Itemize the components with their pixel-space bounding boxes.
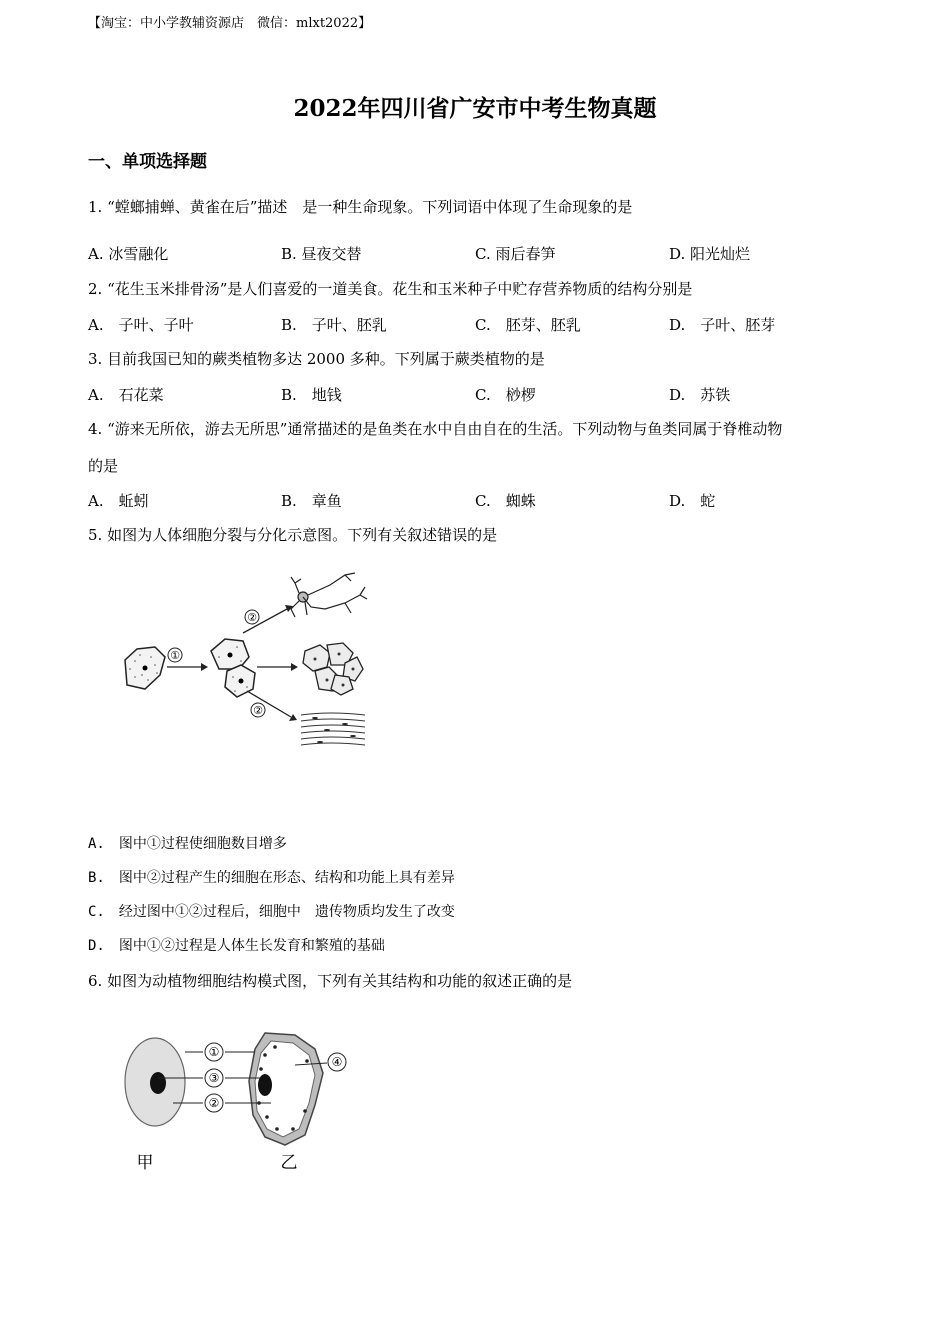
- animal-plant-cell-figure: [115, 1025, 365, 1180]
- question-5-option-d: D. 图中①②过程是人体生长发育和繁殖的基础: [88, 938, 385, 954]
- question-4-option-c: C. 蜘蛛: [475, 492, 536, 510]
- question-3-option-a: A. 石花菜: [88, 386, 164, 404]
- question-3-option-c: C. 桫椤: [475, 386, 536, 404]
- question-1-stem: 1. “螳螂捕蝉、黄雀在后”描述 是一种生命现象。下列词语中体现了生命现象的是: [88, 198, 633, 216]
- question-3-option-b: B. 地钱: [281, 386, 342, 404]
- question-1-option-c: C. 雨后春笋: [475, 245, 556, 263]
- question-1-option-d: D. 阳光灿烂: [669, 245, 751, 263]
- question-4-option-a: A. 蚯蚓: [88, 492, 149, 510]
- question-1-option-a: A. 冰雪融化: [88, 245, 169, 263]
- question-1-option-b: B. 昼夜交替: [281, 245, 362, 263]
- muscle-tissue: [301, 713, 365, 745]
- cell-division-differentiation-figure: [115, 565, 375, 755]
- process-2-label-top: [245, 610, 259, 624]
- question-2-option-b: B. 子叶、胚乳: [281, 316, 387, 334]
- question-2-stem: 2. “花生玉米排骨汤”是人们喜爱的一道美食。花生和玉米种子中贮存营养物质的结构分别是: [88, 280, 693, 298]
- label-3: ③: [208, 1071, 220, 1085]
- question-4-option-d: D. 蛇: [669, 492, 716, 510]
- label-4: ④: [331, 1055, 343, 1069]
- process-1-label: [168, 648, 182, 662]
- label-2: ②: [208, 1096, 220, 1110]
- process-2-label-bottom: [251, 703, 265, 717]
- animal-cell-label: 甲: [136, 1153, 154, 1173]
- svg-text:①: ①: [170, 649, 180, 662]
- section-heading: 一、单项选择题: [88, 152, 207, 172]
- header-note: 【淘宝：中小学教辅资源店 微信：mlxt2022】: [88, 16, 372, 31]
- question-5-stem: 5. 如图为人体细胞分裂与分化示意图。下列有关叙述错误的是: [88, 526, 498, 544]
- svg-text:②: ②: [253, 704, 263, 717]
- question-4-stem-line1: 4. “游来无所依，游去无所思”通常描述的是鱼类在水中自由自在的生活。下列动物与鱼类同属于脊椎动物: [88, 420, 783, 438]
- question-6-stem: 6. 如图为动植物细胞结构模式图，下列有关其结构和功能的叙述正确的是: [88, 972, 573, 990]
- question-3-option-d: D. 苏铁: [669, 386, 731, 404]
- label-1: ①: [208, 1045, 220, 1059]
- question-5-option-c: C. 经过图中①②过程后，细胞中 遗传物质均发生了改变: [88, 904, 455, 920]
- question-4-stem-line2: 的是: [88, 457, 119, 475]
- plant-cell-label: 乙: [280, 1153, 298, 1173]
- question-5-option-b: B. 图中②过程产生的细胞在形态、结构和功能上具有差异: [88, 870, 455, 886]
- question-2-option-c: C. 胚芽、胚乳: [475, 316, 581, 334]
- question-4-option-b: B. 章鱼: [281, 492, 342, 510]
- svg-text:②: ②: [247, 611, 257, 624]
- neuron-cell: [291, 573, 367, 617]
- question-2-option-d: D. 子叶、胚芽: [669, 316, 776, 334]
- question-5-option-a: A. 图中①过程使细胞数目增多: [88, 836, 287, 852]
- question-2-option-a: A. 子叶、子叶: [88, 316, 194, 334]
- document-title: 2022年四川省广安市中考生物真题: [293, 95, 657, 122]
- question-3-stem: 3. 目前我国已知的蕨类植物多达 2000 多种。下列属于蕨类植物的是: [88, 350, 545, 368]
